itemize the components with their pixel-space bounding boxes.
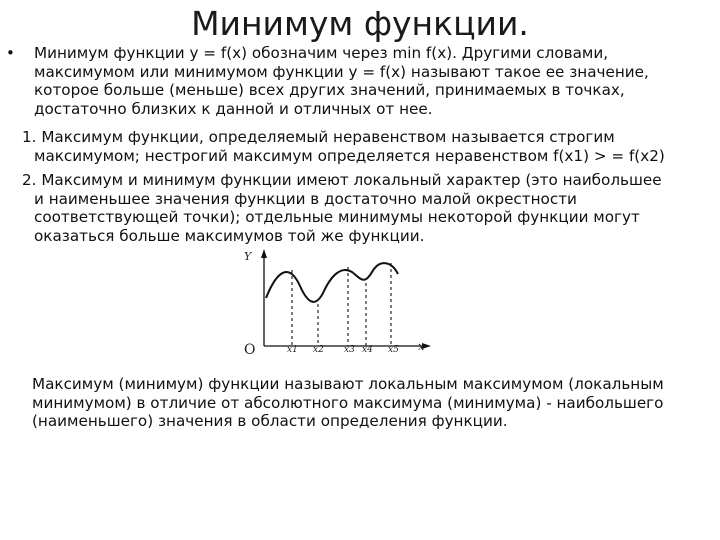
tick-label-x3: x3 (344, 345, 355, 355)
paragraph-strict-maximum (22, 128, 714, 165)
text-line: Максимум (минимум) функции называют локальным максимумом (локальным (32, 375, 664, 393)
text-line: минимумом) в отличие от абсолютного максимума (минимума) - наибольшего (32, 393, 664, 412)
tick-label-x2: x2 (313, 345, 324, 355)
tick-label-x1: x1 (287, 345, 298, 355)
function-curve (266, 263, 398, 302)
text-line: Минимум функции y = f(x) обозначим через min f(x). Другими словами, (34, 44, 609, 62)
text-line: которое больше (меньше) всех других значений, принимаемых в точках, (34, 81, 625, 100)
text-line: оказаться больше максимумов той же функции. (34, 226, 425, 245)
text-line: 1. Максимум функции, определяемый неравенством называется строгим (22, 128, 615, 146)
paragraph-local-character (22, 171, 714, 245)
text-line: достаточно близких к данной и отличных от нее. (34, 99, 433, 118)
text-line: максимумом; нестрогий максимум определяется неравенством f(x1) > = f(x2) (34, 146, 665, 165)
text-line: соответствующей точки); отдельные минимумы некоторой функции могут (34, 208, 640, 227)
function-extrema-graph (236, 246, 436, 362)
origin-label: O (244, 342, 256, 358)
text-line: и наименьшее значения функции в достаточно малой окрестности (34, 189, 577, 208)
text-line: (наименьшего) значения в области определения функции. (32, 412, 508, 431)
y-axis-label: Y (244, 250, 252, 263)
y-axis-arrow (261, 249, 267, 258)
x-axis-label: x (418, 340, 425, 353)
text-line: 2. Максимум и минимум функции имеют локальный характер (это наибольшее (22, 171, 662, 189)
paragraph-local-vs-absolute (32, 375, 720, 431)
bullet-marker: • (6, 44, 15, 62)
tick-label-x4: x4 (362, 345, 373, 355)
paragraph-definition (34, 44, 714, 118)
slide-title: Минимум функции. (191, 4, 529, 43)
tick-label-x5: x5 (388, 345, 399, 355)
text-line: максимумом или минимумом функции y = f(x) называют такое ее значение, (34, 62, 649, 81)
